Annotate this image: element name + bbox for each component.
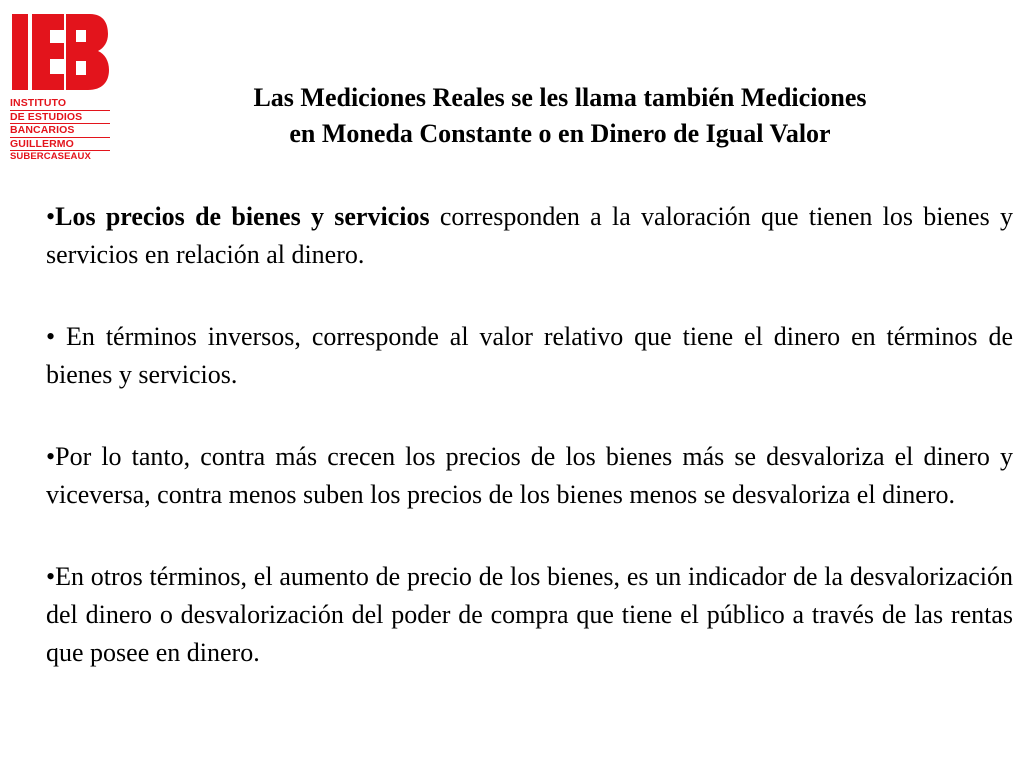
logo-line: DE ESTUDIOS [10, 112, 110, 125]
institute-logo [10, 12, 110, 162]
title-line-2: en Moneda Constante o en Dinero de Igual Valor [289, 119, 831, 148]
bullet-marker: • [46, 202, 56, 231]
bold-phrase: Los precios de bienes y servicios [55, 202, 430, 231]
bullet-marker: • [46, 322, 67, 351]
logo-mark-icon [10, 12, 110, 96]
logo-line: SUBERCASEAUX [10, 151, 91, 162]
slide-title [120, 80, 1000, 152]
bullet-paragraph-1 [46, 198, 1013, 274]
logo-text [10, 98, 110, 163]
bullet-paragraph-2 [46, 318, 1013, 394]
bullet-paragraph-4 [46, 558, 1013, 672]
slide-body [46, 198, 1013, 672]
logo-line: INSTITUTO [10, 98, 110, 111]
bullet-marker: • [46, 442, 56, 471]
paragraph-text: Por lo tanto, contra más crecen los precios de los bienes más se desvaloriza el dinero y viceversa, contra menos suben los precios de los bienes menos se desvaloriza el dinero. [46, 442, 1013, 509]
paragraph-text: En otros términos, el aumento de precio de los bienes, es un indicador de la desvalorización del dinero o desvalorización del poder de compra que tiene el público a través de las rentas que posee en dinero. [46, 562, 1013, 667]
logo-line: BANCARIOS [10, 125, 110, 138]
title-line-1: Las Mediciones Reales se les llama también Mediciones [253, 83, 867, 112]
bullet-paragraph-3 [46, 438, 1013, 514]
bullet-marker: • [46, 562, 56, 591]
paragraph-text: corresponden a la valoración que tienen los bienes y servicios en relación al dinero. [46, 202, 1013, 269]
paragraph-text: En términos inversos, corresponde al valor relativo que tiene el dinero en términos de bienes y servicios. [46, 322, 1013, 389]
logo-line: GUILLERMO [10, 139, 110, 152]
